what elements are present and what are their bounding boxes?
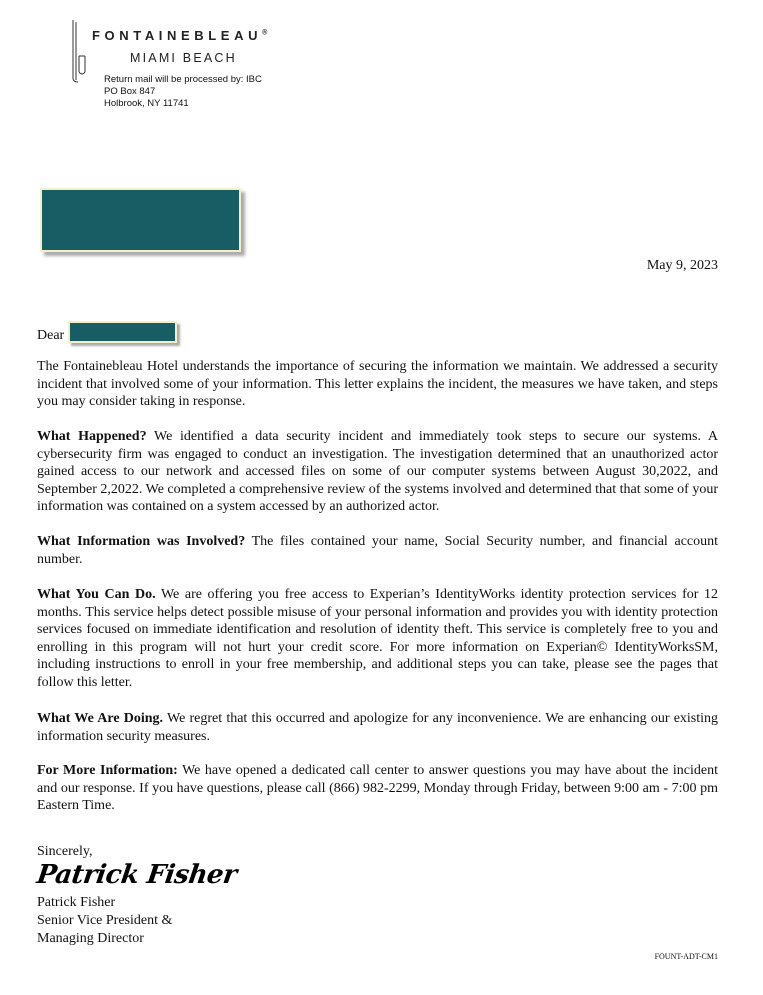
section-text: We are offering you free access to Experian’s IdentityWorks identity protection services for 12 months. This service helps detect possible misuse of your personal information and provides you with identity protection services focused on immediate identification and resolution of identity theft. This service is completely free to you and enrolling in this program will not hurt your credit score. For more information on Experian© IdentityWorksSM, including instructions to enroll in your free membership, and additional steps you can take, please see the pages that follow this letter. <box>37 587 718 690</box>
closing: Sincerely, <box>37 844 93 859</box>
letter-date: May 9, 2023 <box>646 258 718 273</box>
redacted-recipient-name <box>68 321 177 343</box>
salutation-word: Dear <box>37 328 65 343</box>
return-address-line: Return mail will be processed by: IBC <box>104 74 262 85</box>
handwritten-signature: Patrick Fisher <box>34 860 239 890</box>
redacted-recipient-address <box>40 188 241 252</box>
document-code: FOUNT-ADT-CM1 <box>654 952 718 961</box>
fontainebleau-logo-icon <box>70 18 88 84</box>
section-text: We regret that this occurred and apologize for any inconvenience. We are enhancing our existing information security measures. <box>37 711 719 744</box>
section-text: We have opened a dedicated call center to answer questions you may have about the incident and our response. If you have questions, please call (866) 982-2299, Monday through Friday, between 9:00 am - 7:00 pm Eastern Time. <box>37 763 718 813</box>
what-we-are-doing-paragraph <box>37 710 718 745</box>
section-heading: For More Information: <box>37 763 178 778</box>
return-address-line: Holbrook, NY 11741 <box>104 98 189 109</box>
salutation <box>37 321 177 344</box>
brand-name: FONTAINEBLEAU® <box>92 28 268 43</box>
intro-paragraph: The Fontainebleau Hotel understands the importance of securing the information we maintain. We addressed a security incident that involved some of your information. This letter explains the incident, the measures we have taken, and steps you may consider taking in response. <box>37 359 718 409</box>
more-information-paragraph <box>37 762 718 815</box>
signer-title: Senior Vice President & <box>37 913 173 928</box>
what-happened-paragraph <box>37 428 718 516</box>
return-address-line: PO Box 847 <box>104 86 156 97</box>
brand-location: MIAMI BEACH <box>130 51 237 65</box>
registered-mark: ® <box>262 29 268 37</box>
section-heading: What Information was Involved? <box>37 534 246 549</box>
return-address <box>104 74 262 110</box>
signer-name: Patrick Fisher <box>37 895 116 910</box>
section-text: The files contained your name, Social Security number, and financial account number. <box>37 534 719 567</box>
what-information-paragraph <box>37 533 718 568</box>
signer-title: Managing Director <box>37 931 144 946</box>
section-heading: What We Are Doing. <box>37 711 164 726</box>
section-heading: What Happened? <box>37 429 147 444</box>
section-heading: What You Can Do. <box>37 587 156 602</box>
signer-block <box>37 894 172 948</box>
what-you-can-do-paragraph <box>37 586 718 691</box>
section-text: We identified a data security incident and immediately took steps to secure our systems. A cybersecurity firm was engaged to conduct an investigation. The investigation determined that an unauthorized actor gained access to our network and accessed files on some of our computer systems between August 30,2022, and September 2,2022. We completed a comprehensive review of the systems involved and determined that that some of your information was contained on a system accessed by an authorized actor. <box>37 429 718 514</box>
